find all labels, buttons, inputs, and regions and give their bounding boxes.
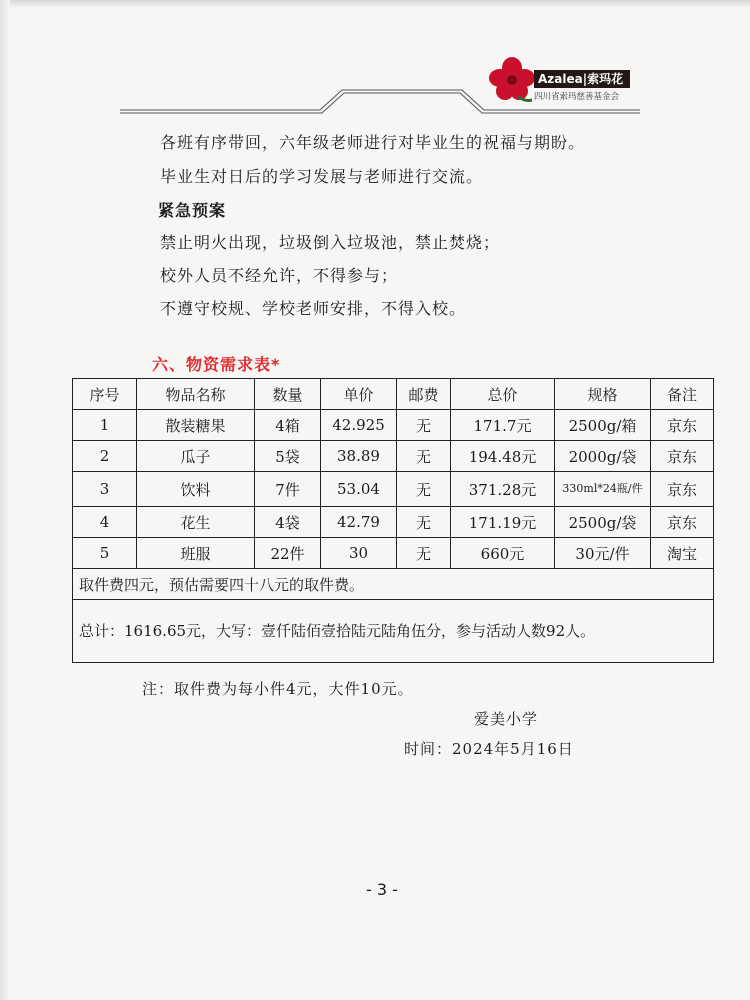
table-cell: 2 bbox=[73, 441, 137, 472]
table-cell: 3 bbox=[73, 472, 137, 507]
total-summary: 总计：1616.65元，大写：壹仟陆佰壹拾陆元陆角伍分，参与活动人数92人。 bbox=[73, 600, 714, 663]
school-signature: 爱美小学 bbox=[474, 710, 539, 728]
paragraph-1: 各班有序带回，六年级老师进行对毕业生的祝福与期盼。 bbox=[160, 133, 586, 152]
table-cell: 38.89 bbox=[321, 441, 397, 472]
table-cell: 2500g/袋 bbox=[555, 507, 651, 538]
table-header-row bbox=[73, 379, 714, 410]
table-cell: 371.28元 bbox=[451, 472, 555, 507]
table-row bbox=[73, 538, 714, 569]
table-cell: 瓜子 bbox=[137, 441, 255, 472]
table-cell: 京东 bbox=[651, 472, 714, 507]
supplies-table bbox=[72, 378, 714, 663]
foundation-logo bbox=[488, 54, 638, 104]
table-cell: 330ml*24瓶/件 bbox=[555, 472, 651, 507]
table-cell: 171.7元 bbox=[451, 410, 555, 441]
emergency-item: 禁止明火出现，垃圾倒入垃圾池，禁止焚烧； bbox=[160, 233, 501, 252]
table-cell: 4箱 bbox=[255, 410, 321, 441]
table-cell: 42.925 bbox=[321, 410, 397, 441]
table-cell: 无 bbox=[397, 472, 451, 507]
table-cell: 京东 bbox=[651, 441, 714, 472]
table-cell: 京东 bbox=[651, 507, 714, 538]
table-cell: 班服 bbox=[137, 538, 255, 569]
header-cell: 数量 bbox=[255, 379, 321, 410]
header-cell: 规格 bbox=[555, 379, 651, 410]
azalea-flower-icon bbox=[488, 56, 536, 102]
pickup-fee-note: 取件费四元，预估需要四十八元的取件费。 bbox=[73, 569, 714, 600]
table-cell: 2500g/箱 bbox=[555, 410, 651, 441]
table-cell: 淘宝 bbox=[651, 538, 714, 569]
fee-footnote: 注：取件费为每小件4元，大件10元。 bbox=[142, 680, 414, 698]
scan-shadow-left bbox=[0, 0, 10, 1000]
table-cell: 22件 bbox=[255, 538, 321, 569]
header-cell: 序号 bbox=[73, 379, 137, 410]
table-cell: 5 bbox=[73, 538, 137, 569]
table-cell: 171.19元 bbox=[451, 507, 555, 538]
emergency-item: 校外人员不经允许，不得参与； bbox=[160, 266, 399, 285]
table-cell: 30 bbox=[321, 538, 397, 569]
emergency-heading: 紧急预案 bbox=[158, 201, 227, 220]
table-row bbox=[73, 569, 714, 600]
header-cell: 物品名称 bbox=[137, 379, 255, 410]
table-cell: 4 bbox=[73, 507, 137, 538]
table-cell: 散装糖果 bbox=[137, 410, 255, 441]
table-cell: 53.04 bbox=[321, 472, 397, 507]
table-cell: 5袋 bbox=[255, 441, 321, 472]
table-row bbox=[73, 441, 714, 472]
table-cell: 2000g/袋 bbox=[555, 441, 651, 472]
logo-subtitle: 四川省索玛慈善基金会 bbox=[534, 92, 620, 102]
scan-shadow-top bbox=[0, 0, 750, 8]
header-cell: 总价 bbox=[451, 379, 555, 410]
emergency-item: 不遵守校规、学校老师安排，不得入校。 bbox=[160, 299, 467, 318]
table-cell: 花生 bbox=[137, 507, 255, 538]
section-title: 六、物资需求表* bbox=[152, 355, 281, 374]
table-cell: 42.79 bbox=[321, 507, 397, 538]
header-cell: 邮费 bbox=[397, 379, 451, 410]
table-cell: 京东 bbox=[651, 410, 714, 441]
table-cell: 660元 bbox=[451, 538, 555, 569]
table-cell: 30元/件 bbox=[555, 538, 651, 569]
table-cell: 4袋 bbox=[255, 507, 321, 538]
table-cell: 无 bbox=[397, 507, 451, 538]
table-row bbox=[73, 472, 714, 507]
header-cell: 备注 bbox=[651, 379, 714, 410]
page-number: - 3 - bbox=[366, 880, 398, 899]
logo-wordmark: Azalea|索玛花 bbox=[534, 70, 630, 88]
table-cell: 饮料 bbox=[137, 472, 255, 507]
table-cell: 1 bbox=[73, 410, 137, 441]
table-row bbox=[73, 410, 714, 441]
table-row bbox=[73, 600, 714, 663]
table-cell: 无 bbox=[397, 441, 451, 472]
paragraph-2: 毕业生对日后的学习发展与老师进行交流。 bbox=[160, 167, 484, 186]
table-cell: 7件 bbox=[255, 472, 321, 507]
table-cell: 194.48元 bbox=[451, 441, 555, 472]
signature-date: 时间：2024年5月16日 bbox=[404, 740, 574, 758]
header-cell: 单价 bbox=[321, 379, 397, 410]
table-row bbox=[73, 507, 714, 538]
table-cell: 无 bbox=[397, 538, 451, 569]
table-cell: 无 bbox=[397, 410, 451, 441]
